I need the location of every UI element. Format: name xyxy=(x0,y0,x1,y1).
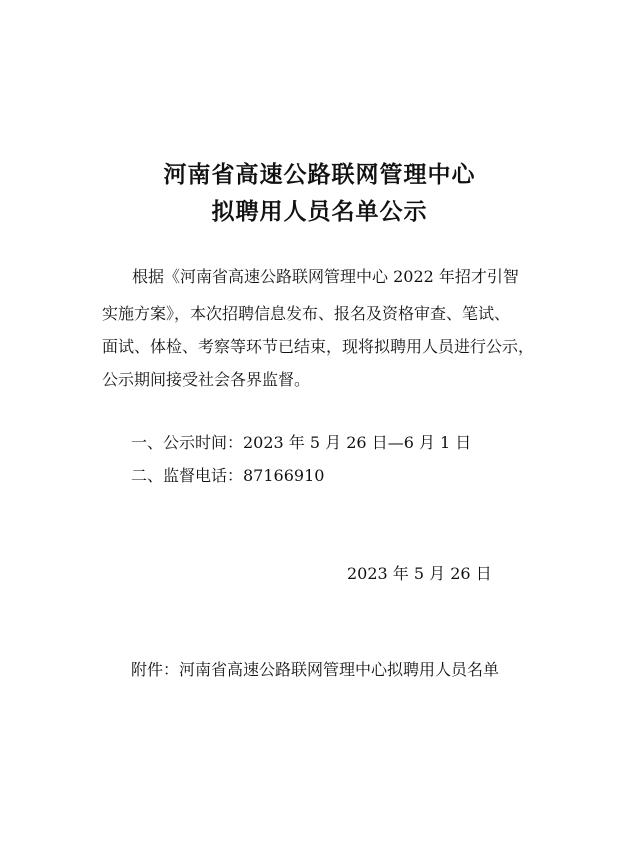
body-line: 面试、体检、考察等环节已结束，现将拟聘用人员进行公示， xyxy=(102,337,535,356)
attachment-line: 附件：河南省高速公路联网管理中心拟聘用人员名单 xyxy=(131,660,500,679)
supervision-phone-item: 二、监督电话：87166910 xyxy=(131,466,325,485)
document-title-line-1: 河南省高速公路联网管理中心 xyxy=(163,161,476,188)
publicity-period-item: 一、公示时间：2023 年 5 月 26 日—6 月 1 日 xyxy=(131,433,472,452)
body-line: 公示期间接受社会各界监督。 xyxy=(102,370,311,389)
body-line: 根据《河南省高速公路联网管理中心 2022 年招才引智 xyxy=(132,267,519,286)
body-line: 实施方案》，本次招聘信息发布、报名及资格审查、笔试、 xyxy=(102,304,511,323)
document-title-line-2: 拟聘用人员名单公示 xyxy=(211,198,428,225)
body-paragraph xyxy=(102,262,554,395)
document-date: 2023 年 5 月 26 日 xyxy=(347,564,492,583)
